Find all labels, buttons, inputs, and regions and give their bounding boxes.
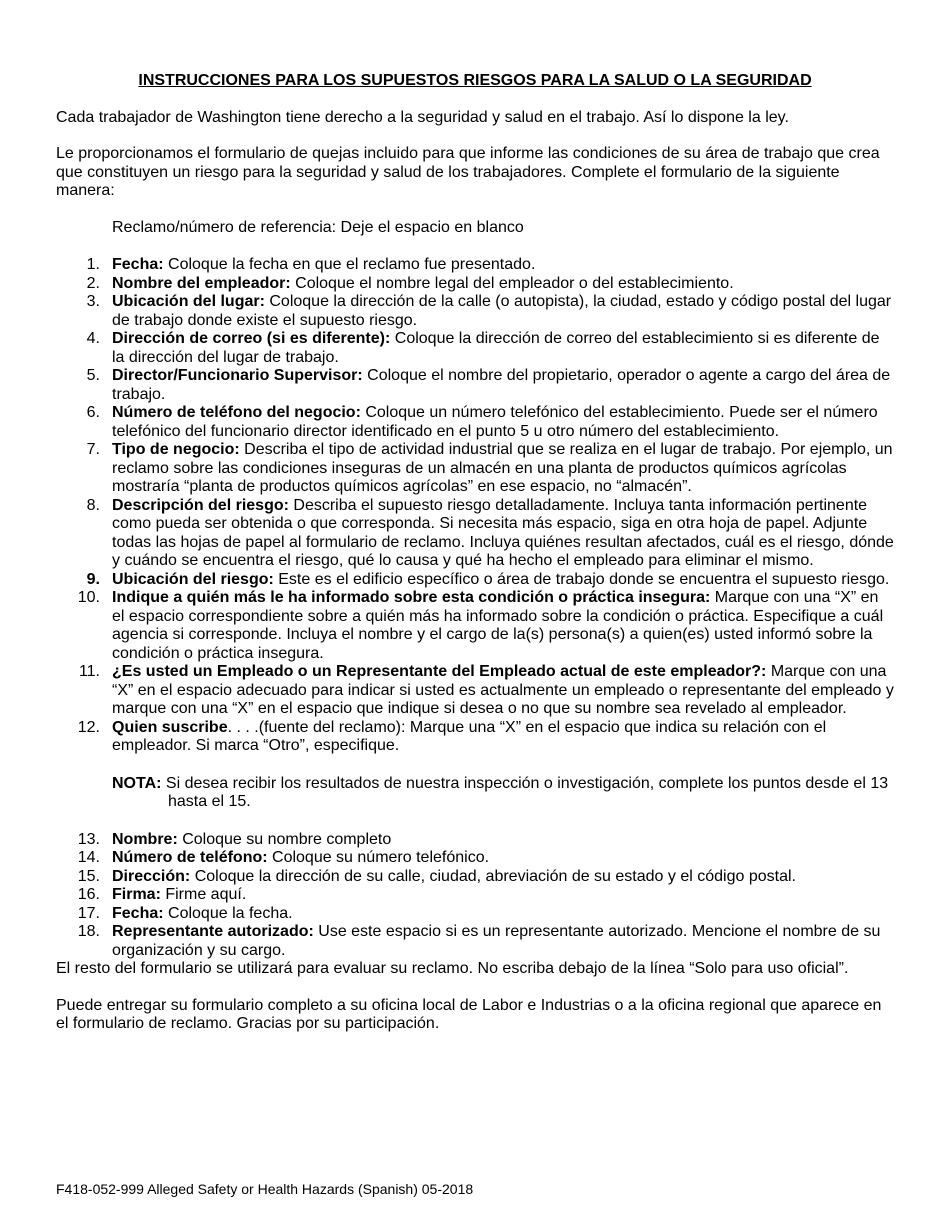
item-number: 13. <box>77 830 100 848</box>
item-label: Número de teléfono: <box>112 849 268 866</box>
item-text: Coloque la dirección de la calle (o autopista), la ciudad, estado y código postal del lugar de trabajo donde existe el supuesto riesgo. <box>112 293 892 329</box>
item-label: Quien suscribe <box>112 718 228 736</box>
instruction-item <box>56 868 894 887</box>
instruction-item <box>56 905 894 924</box>
item-number: 7. <box>86 441 100 458</box>
item-text: Coloque su nombre completo <box>177 830 392 848</box>
item-label: Dirección de correo (si es diferente): <box>112 330 391 347</box>
note-label: NOTA: <box>112 774 162 792</box>
item-text: Coloque la fecha en que el reclamo fue presentado. <box>163 256 536 273</box>
instruction-item <box>56 719 894 756</box>
instruction-item <box>56 330 894 367</box>
item-label: Tipo de negocio: <box>112 441 240 458</box>
item-text: Coloque la dirección de su calle, ciudad, abreviación de su estado y el código postal. <box>190 867 796 885</box>
item-label: Dirección: <box>112 867 191 885</box>
instruction-item <box>56 404 894 441</box>
note-paragraph <box>112 775 894 812</box>
closing-paragraph-submission: Puede entregar su formulario completo a su oficina local de Labor e Industrias o a la oficina regional que aparece en el formulario de reclamo. Gracias por su participación. <box>56 996 882 1032</box>
instruction-item <box>56 275 894 294</box>
item-label: Descripción del riesgo: <box>112 496 289 514</box>
item-number: 6. <box>86 404 100 421</box>
item-label: Fecha: <box>112 904 164 922</box>
item-number: 9. <box>86 570 100 588</box>
instruction-item <box>56 886 894 905</box>
item-label: ¿Es usted un Empleado o un Representante del Empleado actual de este empleador?: <box>112 663 767 680</box>
item-number: 4. <box>86 330 100 347</box>
instruction-item <box>56 497 894 571</box>
item-text: Use este espacio si es un representante autorizado. Mencione el nombre de su organización y su cargo. <box>112 923 881 959</box>
item-label: Representante autorizado: <box>112 923 314 940</box>
item-number: 16. <box>77 886 100 903</box>
item-number: 15. <box>77 867 100 885</box>
instruction-item <box>56 293 894 330</box>
item-text: Coloque el nombre del propietario, operador o agente a cargo del área de trabajo. <box>112 367 891 403</box>
instruction-item <box>56 831 894 850</box>
item-label: Ubicación del riesgo: <box>112 570 274 588</box>
document-title: INSTRUCCIONES PARA LOS SUPUESTOS RIESGOS PARA LA SALUD O LA SEGURIDAD <box>138 72 812 89</box>
item-text: Coloque la fecha. <box>163 904 293 922</box>
item-label: Número de teléfono del negocio: <box>112 404 361 421</box>
item-label: Fecha: <box>112 256 164 273</box>
instruction-item <box>56 571 894 590</box>
item-number: 11. <box>78 663 100 680</box>
closing-paragraph-evaluation: El resto del formulario se utilizará para evaluar su reclamo. No escriba debajo de la línea “Solo para uso oficial”. <box>56 960 849 977</box>
item-number: 10. <box>77 589 100 606</box>
item-number: 8. <box>86 496 100 514</box>
item-number: 1. <box>86 256 100 273</box>
item-text: Describa el tipo de actividad industrial que se realiza en el lugar de trabajo. Por ejemplo, un reclamo sobre las condiciones inseguras de un almacén en una planta de productos químicos agrícolas mostraría “planta de productos químicos agrícolas” en ese espacio, no “almacén”. <box>112 441 893 495</box>
item-label: Indique a quién más le ha informado sobre esta condición o práctica insegura: <box>112 589 711 606</box>
instruction-item <box>56 663 894 719</box>
item-text: Coloque un número telefónico del establecimiento. Puede ser el número telefónico del funcionario director identificado en el punto 5 u otro número del establecimiento. <box>112 404 878 440</box>
note-text: Si desea recibir los resultados de nuestra inspección o investigación, complete los puntos desde el 13 hasta el 15. <box>161 774 889 810</box>
item-number: 17. <box>77 904 100 922</box>
instruction-item <box>56 849 894 868</box>
item-label: Director/Funcionario Supervisor: <box>112 367 363 384</box>
item-number: 5. <box>86 367 100 384</box>
item-number: 14. <box>77 849 100 866</box>
intro-paragraph-form: Le proporcionamos el formulario de quejas incluido para que informe las condiciones de su área de trabajo que crea que constituyen un riesgo para la seguridad y salud de los trabajadores. Complete el formulario de la siguiente manera: <box>56 145 880 199</box>
instruction-item <box>56 589 894 663</box>
instruction-list-13-18 <box>56 831 894 961</box>
item-label: Ubicación del lugar: <box>112 293 265 310</box>
item-label: Nombre del empleador: <box>112 274 291 292</box>
instruction-item <box>56 923 894 960</box>
form-footer-code: F418-052-999 Alleged Safety or Health Hazards (Spanish) 05-2018 <box>56 1181 474 1197</box>
item-number: 3. <box>86 293 100 310</box>
instruction-item <box>56 256 894 275</box>
item-text: Marque con una “X” en el espacio correspondiente sobre a quién más ha informado sobre la condición o práctica. Especifique a cuál agencia si corresponde. Incluya el nombre y el cargo de la(s) persona(s) a quien(es) usted informó sobre la condición o práctica insegura. <box>112 589 884 662</box>
item-text: Describa el supuesto riesgo detalladamente. Incluya tanta información pertinente como pueda ser obtenida o que corresponda. Si necesita más espacio, siga en otra hoja de papel. Adjunte todas las hojas de papel al formulario de reclamo. Incluya quiénes resultan afectados, cuál es el riesgo, dónde y cuándo se encuentra el riesgo, qué lo causa y qué ha hecho el empleado para eliminar el mismo. <box>112 496 894 569</box>
instruction-item <box>56 441 894 497</box>
item-number: 12. <box>77 718 100 736</box>
item-text: Coloque la dirección de correo del establecimiento si es diferente de la dirección del lugar de trabajo. <box>112 330 880 366</box>
item-text: Coloque el nombre legal del empleador o del establecimiento. <box>290 274 734 292</box>
instruction-item <box>56 367 894 404</box>
item-text: Marque con una “X” en el espacio adecuado para indicar si usted es actualmente un empleado o representante del empleado y marque con una “X” en el espacio que indique si desea o no que su nombre sea revelado al empleador. <box>112 663 894 717</box>
intro-paragraph-rights: Cada trabajador de Washington tiene derecho a la seguridad y salud en el trabajo. Así lo dispone la ley. <box>56 108 789 126</box>
item-label: Nombre: <box>112 830 178 848</box>
reference-instruction: Reclamo/número de referencia: Deje el espacio en blanco <box>112 218 524 236</box>
item-label: Firma: <box>112 886 161 903</box>
item-text: Firme aquí. <box>160 886 247 903</box>
item-number: 2. <box>86 274 100 292</box>
item-number: 18. <box>77 923 100 940</box>
instruction-list-1-12 <box>56 256 894 756</box>
item-text: Este es el edificio específico o área de trabajo donde se encuentra el supuesto riesgo. <box>273 570 890 588</box>
item-text: . . . .(fuente del reclamo): Marque una “X” en el espacio que indica su relación con el empleador. Si marca “Otro”, especifique. <box>112 718 827 754</box>
item-text: Coloque su número telefónico. <box>267 849 490 866</box>
